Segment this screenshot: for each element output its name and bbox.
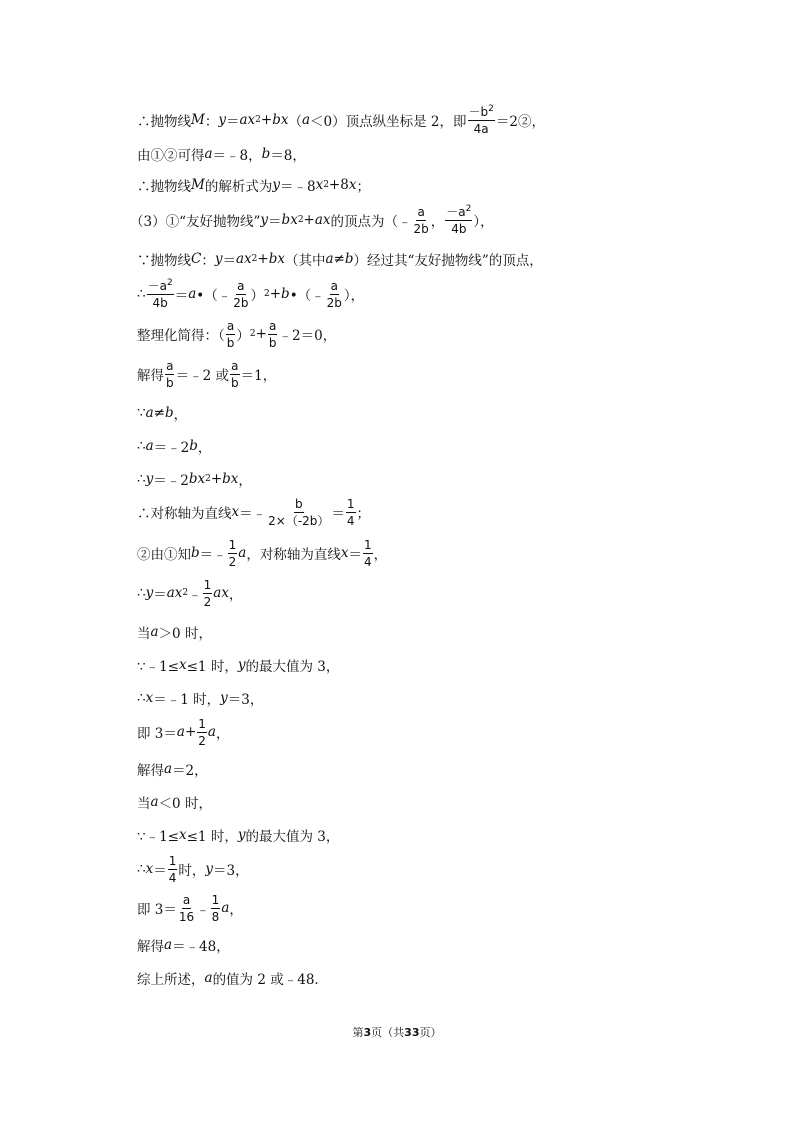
math-var: M — [191, 112, 205, 128]
text: ﹣ — [188, 587, 202, 603]
text: 即 3＝ — [137, 902, 177, 918]
text: ＝ — [153, 863, 167, 879]
numerator: 1 — [363, 537, 372, 552]
text: ∴ — [137, 690, 146, 706]
math-var: y — [214, 251, 223, 267]
math-var: y — [237, 827, 246, 843]
math-var: a — [150, 794, 159, 810]
text: ﹣ — [196, 902, 210, 918]
math-var: y — [220, 690, 228, 706]
math-var: b — [164, 405, 174, 421]
text: ∴对称轴为直线 — [137, 506, 232, 522]
text: ＝﹣ — [199, 547, 227, 563]
line-20 — [137, 785, 212, 819]
text: 的顶点为（﹣ — [330, 214, 412, 230]
math-var: y — [205, 861, 213, 877]
text: ＝2②， — [495, 114, 545, 130]
math-var: a — [238, 545, 247, 561]
text: ＝﹣1 时， — [153, 692, 221, 708]
text: ∴ — [137, 286, 146, 302]
math-var: y — [260, 212, 269, 228]
fraction — [346, 497, 356, 528]
text: ∵﹣1≤ — [137, 829, 179, 845]
footer-text: 页） — [419, 1026, 442, 1039]
text: ＞0 时， — [158, 626, 212, 642]
denominator: 4b — [152, 295, 168, 310]
text: + — [260, 112, 273, 128]
fraction — [226, 319, 236, 350]
denominator: b — [231, 375, 239, 390]
text: ＝ — [153, 587, 167, 603]
denominator: 4 — [363, 554, 372, 569]
text: （ — [288, 114, 302, 130]
text: +8 — [328, 177, 349, 193]
math-var: b — [261, 146, 271, 162]
text: ； — [356, 179, 370, 195]
text: ≤1 时， — [186, 659, 238, 675]
footer-total-pages: 33 — [404, 1026, 420, 1039]
text: 的解析式为 — [204, 179, 273, 195]
line-24 — [137, 928, 230, 962]
text: ＝﹣2 或 — [175, 368, 230, 384]
line-4: （3）①“友好抛物线” y ＝ bx 2 + ax 的顶点为（﹣ $\frac{a}{2b}$ ， $\frac{-a^2}{4b}$ ）， — [130, 203, 494, 236]
math-var: a — [221, 900, 230, 916]
denominator: 2b — [326, 295, 342, 310]
line-7: 整理化简得：（ $\frac{a}{b}$ ） 2 + $\frac{a}{b}$ ﹣2＝0， — [137, 318, 337, 350]
text: ∵﹣1≤ — [137, 659, 179, 675]
line-25 — [137, 961, 328, 995]
line-15 — [137, 615, 212, 649]
numerator: $-b^2$ — [468, 103, 494, 119]
math-var: a — [145, 438, 154, 454]
numerator: $-a^2$ — [446, 203, 472, 219]
text: ∴ — [137, 861, 146, 877]
math-var: a — [188, 286, 197, 302]
math-var: a — [176, 724, 185, 740]
text: （3）①“友好抛物线” — [130, 214, 261, 230]
text: ， — [430, 214, 445, 230]
math-var: y — [272, 177, 280, 193]
line-12 — [137, 495, 370, 529]
math-var: a — [301, 112, 311, 128]
text: ＝3， — [213, 863, 249, 879]
denominator: 2×（-2b） — [268, 513, 330, 528]
text: ＝ — [331, 506, 345, 522]
fraction — [178, 893, 195, 924]
line-6: ∴ $\frac{-a^2}{4b}$ ＝ a •（﹣ $\frac{a}{2b}$ ） 2 + b •（﹣ $\frac{a}{2b}$ ）， — [137, 277, 365, 310]
math-var: b — [191, 545, 200, 561]
text: ∵抛物线 — [137, 253, 191, 269]
text: ）， — [473, 214, 494, 230]
math-var: a — [204, 970, 213, 986]
text: ＝ — [268, 214, 282, 230]
math-var: ax — [166, 585, 183, 601]
math-var: a — [204, 146, 213, 162]
line-17 — [137, 681, 263, 715]
text: 由①②可得 — [137, 148, 205, 164]
text: + — [303, 212, 315, 228]
line-19 — [137, 752, 208, 786]
text: ， — [229, 902, 243, 918]
numerator: 1 — [203, 577, 212, 592]
text: （其中 — [284, 253, 326, 269]
text: + — [255, 326, 267, 342]
numerator: b — [294, 496, 303, 511]
math-var: a — [145, 405, 154, 421]
fraction — [147, 279, 174, 310]
fraction — [468, 105, 495, 136]
fraction — [326, 279, 343, 310]
text: ＜0）顶点纵坐标是 2，即 — [310, 114, 467, 130]
text: ∵ — [137, 405, 146, 421]
math-var: C — [191, 251, 202, 267]
page-footer — [0, 1024, 794, 1040]
math-var: ax — [235, 251, 252, 267]
math-var: y — [145, 471, 154, 487]
math-var: b — [344, 251, 354, 267]
fraction — [230, 359, 240, 390]
numerator: a — [417, 204, 425, 219]
fraction — [211, 893, 221, 924]
math-var: x — [231, 504, 240, 520]
text: ， — [373, 547, 388, 563]
text: 整理化简得：（ — [137, 328, 225, 344]
fraction — [413, 205, 430, 236]
denominator: b — [166, 375, 174, 390]
text: ②由①知 — [137, 547, 191, 563]
text: ； — [356, 506, 371, 522]
math-var: x — [179, 827, 187, 843]
footer-text: 第 — [352, 1026, 364, 1039]
text: ， — [173, 407, 188, 423]
numerator: 1 — [168, 853, 177, 868]
numerator: a — [231, 358, 239, 373]
text: 解得 — [137, 763, 164, 779]
denominator: 4a — [473, 121, 489, 136]
denominator: 8 — [211, 909, 220, 924]
line-9 — [137, 396, 187, 430]
line-8 — [137, 357, 276, 391]
math-var: x — [145, 690, 154, 706]
fraction — [445, 205, 472, 236]
numerator: 1 — [211, 892, 220, 907]
numerator: 1 — [346, 496, 355, 511]
text: ， — [238, 473, 252, 489]
text: ≤1 时， — [186, 829, 238, 845]
text: + — [269, 286, 282, 302]
text: ） — [250, 288, 264, 304]
math-var: a — [150, 624, 159, 640]
footer-page-number: 3 — [363, 1026, 372, 1039]
text: ＝ — [348, 547, 362, 563]
math-var: bx — [188, 471, 206, 487]
text: + — [184, 724, 197, 740]
fraction — [168, 854, 178, 885]
text: ， — [215, 726, 230, 742]
text: ＝1， — [240, 368, 277, 384]
numerator: a — [226, 318, 235, 333]
numerator: a — [269, 318, 277, 333]
text: ＝﹣2 — [153, 473, 189, 489]
text: 当 — [137, 796, 151, 812]
numerator: a — [166, 358, 174, 373]
text: ： — [201, 253, 215, 269]
math-var: x — [348, 177, 357, 193]
text: ＜0 时， — [158, 796, 212, 812]
math-var: ax — [314, 212, 331, 228]
math-var: ax — [239, 112, 256, 128]
text: ＝﹣8 — [279, 179, 316, 195]
math-var: ax — [213, 585, 229, 601]
line-13 — [137, 536, 387, 570]
text: 综上所述， — [137, 972, 205, 988]
text: ＝﹣2 — [153, 440, 190, 456]
text: ∴抛物线 — [137, 114, 191, 130]
line-11: ∴ y ＝﹣2 bx 2 + bx ， — [137, 471, 252, 489]
text: ，对称轴为直线 — [246, 547, 341, 563]
text: 解得 — [137, 368, 164, 384]
line-16 — [137, 648, 339, 682]
text: •（﹣ — [196, 288, 232, 304]
denominator: 16 — [178, 909, 195, 924]
text: ∴ — [137, 585, 146, 601]
fraction — [232, 279, 249, 310]
text: ≠ — [333, 251, 345, 267]
text: ∴抛物线 — [137, 179, 191, 195]
denominator: 2b — [413, 221, 429, 236]
text: ＝ — [222, 253, 236, 269]
text: ＝﹣48， — [172, 939, 230, 955]
fraction — [197, 717, 207, 748]
text: 时， — [178, 863, 206, 879]
denominator: 4 — [346, 513, 355, 528]
text: ﹣2＝0， — [278, 328, 337, 344]
text: ， — [197, 440, 212, 456]
math-var: a — [164, 761, 173, 777]
math-var: M — [191, 177, 205, 193]
line-23 — [137, 891, 243, 925]
denominator: 4b — [451, 221, 467, 236]
numerator: a — [330, 278, 338, 293]
text: ＝﹣ — [239, 506, 267, 522]
math-var: x — [145, 861, 154, 877]
text: + — [257, 251, 269, 267]
line-21 — [137, 818, 339, 852]
text: ＝ — [225, 114, 240, 130]
line-1: ∴抛物线 M ： y ＝ ax 2 + bx （ a ＜0）顶点纵坐标是 2，即 $\frac{-b^2}{4a}$ ＝2②， — [137, 103, 545, 136]
math-var: x — [179, 657, 187, 673]
text: 当 — [137, 626, 151, 642]
line-10 — [137, 429, 211, 463]
footer-text: 页（共 — [371, 1026, 405, 1039]
text: 即 3＝ — [137, 726, 177, 742]
math-var: bx — [222, 471, 239, 487]
text: ， — [228, 587, 243, 603]
text: ≠ — [153, 405, 165, 421]
text: 解得 — [137, 939, 164, 955]
denominator: 4 — [168, 870, 177, 885]
fraction — [267, 497, 330, 528]
denominator: b — [268, 335, 277, 350]
text: ＝﹣8， — [212, 148, 262, 164]
fraction — [203, 578, 213, 609]
fraction — [363, 538, 373, 569]
text: ∴ — [137, 438, 146, 454]
fraction — [228, 538, 238, 569]
text: ∴ — [137, 471, 146, 487]
math-var: x — [340, 545, 349, 561]
line-2 — [137, 137, 306, 171]
math-var: b — [189, 438, 198, 454]
text: + — [210, 471, 223, 487]
line-18 — [137, 715, 229, 749]
denominator: 2 — [198, 733, 206, 748]
math-var: bx — [272, 112, 289, 128]
line-14: ∴ y ＝ ax 2 ﹣ $\frac{1}{2}$ ax ， — [137, 577, 243, 609]
numerator: a — [237, 278, 245, 293]
text: ） — [236, 328, 250, 344]
text: ＝2， — [172, 763, 208, 779]
text: ）， — [343, 288, 365, 304]
math-var: x — [315, 177, 324, 193]
math-var: a — [325, 251, 334, 267]
numerator: 1 — [228, 537, 237, 552]
text: ＝3， — [227, 692, 264, 708]
text: •（﹣ — [289, 288, 325, 304]
fraction — [165, 359, 175, 390]
line-5: ∵抛物线 C ： y ＝ ax 2 + bx （其中 a ≠ b ）经过其“友好抛物线”的顶点， — [137, 251, 543, 269]
denominator: 2b — [233, 295, 249, 310]
denominator: 2 — [228, 554, 237, 569]
math-var: b — [281, 286, 290, 302]
text: ）经过其“友好抛物线”的顶点， — [353, 253, 543, 269]
math-var: bx — [281, 212, 298, 228]
denominator: b — [226, 335, 235, 350]
fraction — [268, 319, 278, 350]
line-3: ∴抛物线 M 的解析式为 y ＝﹣8 x 2 +8 x ； — [137, 177, 370, 195]
text: 的最大值为 3， — [245, 659, 340, 675]
math-var: a — [164, 937, 173, 953]
text: ＝8， — [270, 148, 306, 164]
text: 的最大值为 3， — [245, 829, 340, 845]
math-var: y — [145, 585, 154, 601]
text: 的值为 2 或﹣48． — [212, 972, 328, 988]
numerator: $-a^2$ — [147, 277, 173, 293]
math-var: y — [218, 112, 226, 128]
math-var: y — [237, 657, 246, 673]
numerator: 1 — [198, 716, 206, 731]
numerator: a — [182, 892, 191, 907]
text: ： — [204, 114, 219, 130]
text: ＝ — [174, 288, 189, 304]
math-var: bx — [268, 251, 285, 267]
math-var: a — [207, 724, 216, 740]
denominator: 2 — [203, 594, 212, 609]
line-22 — [137, 852, 249, 886]
